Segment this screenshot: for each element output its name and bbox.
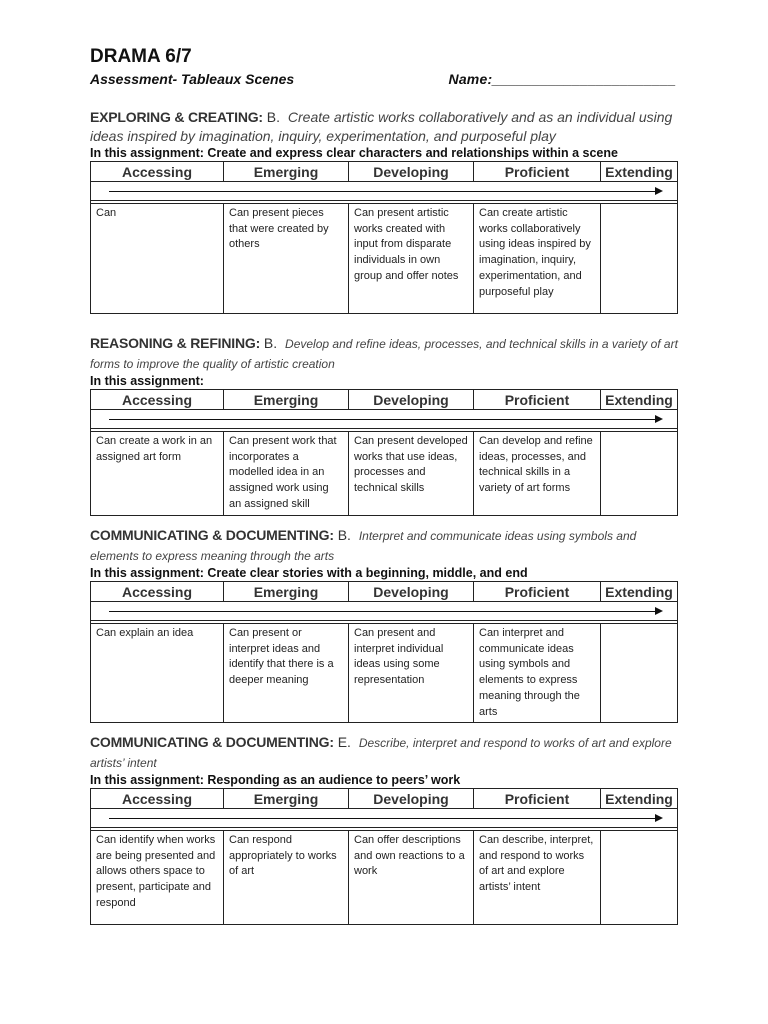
col-extending: Extending [601, 390, 678, 410]
section-category: COMMUNICATING & DOCUMENTING: [90, 734, 334, 750]
rubric-table [90, 161, 678, 314]
col-developing: Developing [349, 582, 474, 602]
name-field-label: Name:_______________________ [448, 71, 676, 87]
col-extending: Extending [601, 789, 678, 809]
arrow-right-icon [655, 814, 663, 822]
assessment-subtitle: Assessment- Tableaux Scenes [90, 71, 295, 87]
rubric-table [90, 581, 678, 723]
cell-emerging: Can respond appropriately to works of art [224, 831, 349, 925]
rubric-descriptor-row [91, 204, 678, 314]
cell-developing: Can present artistic works created with input from disparate individuals in own group and offer notes [349, 204, 474, 314]
cell-developing: Can present developed works that use ideas, processes and technical skills [349, 432, 474, 516]
cell-extending [601, 624, 678, 723]
section-heading [90, 733, 680, 773]
cell-proficient: Can interpret and communicate ideas using symbols and elements to express meaning through the arts [474, 624, 601, 723]
section-heading [90, 108, 680, 146]
cell-developing: Can present and interpret individual ideas using some representation [349, 624, 474, 723]
cell-emerging: Can present pieces that were created by others [224, 204, 349, 314]
section-exploring-creating [90, 108, 680, 314]
col-extending: Extending [601, 582, 678, 602]
col-developing: Developing [349, 789, 474, 809]
section-category: REASONING & REFINING: [90, 335, 261, 351]
col-proficient: Proficient [474, 162, 601, 182]
page-header [90, 46, 680, 88]
col-accessing: Accessing [91, 582, 224, 602]
arrow-line [109, 419, 661, 420]
section-code: B. [266, 109, 281, 125]
progression-arrow-row [91, 182, 678, 201]
col-emerging: Emerging [224, 789, 349, 809]
arrow-line [109, 191, 661, 192]
cell-accessing: Can explain an idea [91, 624, 224, 723]
section-communicating-documenting-e [90, 733, 680, 925]
arrow-right-icon [655, 607, 663, 615]
rubric-descriptor-row [91, 624, 678, 723]
arrow-right-icon [655, 415, 663, 423]
rubric-header-row [91, 582, 678, 602]
progression-arrow-row [91, 410, 678, 429]
section-description: Develop and refine ideas, processes, and technical skills in a variety of art forms to improve the quality of artistic creation [90, 337, 678, 371]
page-title: DRAMA 6/7 [90, 46, 192, 67]
cell-accessing: Can [91, 204, 224, 314]
section-description: Interpret and communicate ideas using symbols and elements to express meaning through the arts [90, 529, 637, 563]
col-accessing: Accessing [91, 390, 224, 410]
col-proficient: Proficient [474, 789, 601, 809]
assignment-text: In this assignment: Create clear stories with a beginning, middle, and end [90, 566, 528, 580]
cell-emerging: Can present or interpret ideas and identify that there is a deeper meaning [224, 624, 349, 723]
section-communicating-documenting-b [90, 526, 680, 723]
rubric-table [90, 788, 678, 925]
section-heading [90, 334, 680, 374]
rubric-header-row [91, 390, 678, 410]
section-description: Describe, interpret and respond to works of art and explore artists’ intent [90, 736, 672, 770]
cell-proficient: Can describe, interpret, and respond to works of art and explore artists’ intent [474, 831, 601, 925]
section-category: EXPLORING & CREATING: [90, 109, 263, 125]
section-reasoning-refining [90, 334, 680, 516]
rubric-descriptor-row [91, 432, 678, 516]
col-developing: Developing [349, 390, 474, 410]
col-proficient: Proficient [474, 582, 601, 602]
cell-accessing: Can identify when works are being presented and allows others space to present, participate and respond [91, 831, 224, 925]
col-accessing: Accessing [91, 789, 224, 809]
rubric-table [90, 389, 678, 516]
section-code: B. [263, 335, 278, 351]
section-description: Create artistic works collaboratively and as an individual using ideas inspired by imagination, inquiry, experimentation, and purposeful play [90, 109, 673, 144]
col-proficient: Proficient [474, 390, 601, 410]
subtitle-line [90, 70, 680, 88]
progression-arrow-row [91, 602, 678, 621]
col-extending: Extending [601, 162, 678, 182]
rubric-header-row [91, 162, 678, 182]
assignment-text: In this assignment: [90, 374, 204, 388]
assignment-text: In this assignment: Create and express clear characters and relationships within a scene [90, 146, 618, 160]
arrow-right-icon [655, 187, 663, 195]
section-code: E. [337, 734, 351, 750]
cell-proficient: Can develop and refine ideas, processes, and technical skills in a variety of art forms [474, 432, 601, 516]
progression-arrow-row [91, 809, 678, 828]
assignment-text: In this assignment: Responding as an audience to peers’ work [90, 773, 461, 787]
rubric-header-row [91, 789, 678, 809]
cell-extending [601, 204, 678, 314]
col-emerging: Emerging [224, 582, 349, 602]
col-emerging: Emerging [224, 162, 349, 182]
section-heading [90, 526, 680, 566]
cell-proficient: Can create artistic works collaboratively using ideas inspired by imagination, inquiry, experimentation, and purposeful play [474, 204, 601, 314]
arrow-line [109, 818, 661, 819]
col-emerging: Emerging [224, 390, 349, 410]
arrow-line [109, 611, 661, 612]
cell-accessing: Can create a work in an assigned art form [91, 432, 224, 516]
section-category: COMMUNICATING & DOCUMENTING: [90, 527, 334, 543]
cell-emerging: Can present work that incorporates a modelled idea in an assigned work using an assigned skill [224, 432, 349, 516]
cell-extending [601, 432, 678, 516]
section-code: B. [337, 527, 351, 543]
col-accessing: Accessing [91, 162, 224, 182]
cell-extending [601, 831, 678, 925]
rubric-descriptor-row [91, 831, 678, 925]
col-developing: Developing [349, 162, 474, 182]
cell-developing: Can offer descriptions and own reactions to a work [349, 831, 474, 925]
